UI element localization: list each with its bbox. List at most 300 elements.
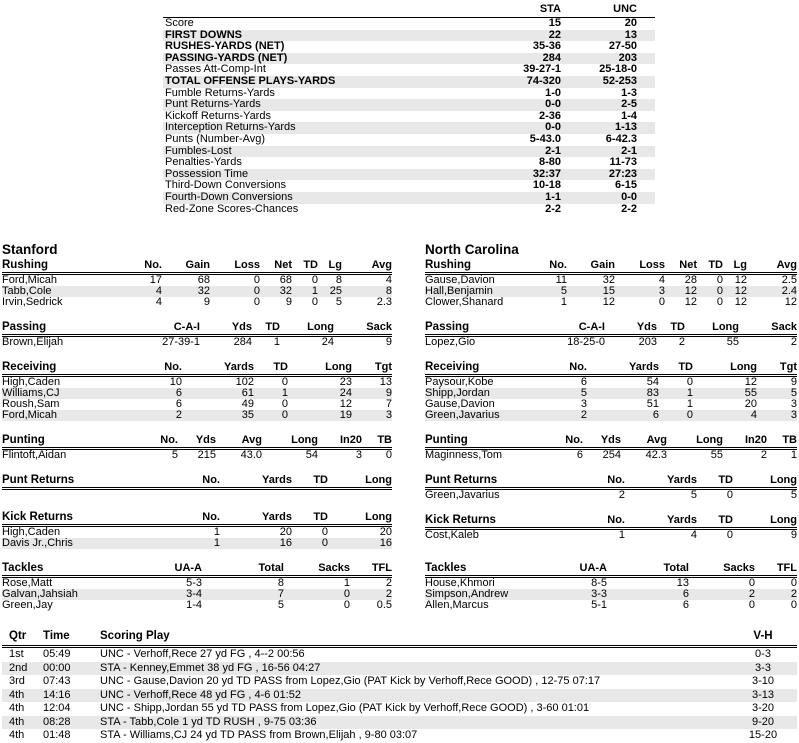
column-header: No. (128, 474, 220, 489)
column-header: Sack (334, 321, 392, 336)
stat-cell: 17 (149, 274, 162, 287)
section-title: Receiving (425, 361, 529, 376)
column-header: Sacks (284, 562, 350, 577)
player-stat-row (425, 274, 797, 287)
stat-label-cell: Red-Zone Scores-Chances (165, 202, 299, 215)
play-description-cell: STA - Kenney,Emmet 38 yd FG , 16-56 04:27 (100, 661, 321, 674)
player-stat-row (2, 286, 392, 297)
player-name-cell: Gause,Davion (425, 274, 495, 287)
rushing-table (2, 259, 392, 308)
stat-cell: 0 (311, 297, 318, 309)
team-stat-row (163, 76, 655, 88)
stat-cell: 3 (790, 399, 797, 411)
section-title: Rushing (2, 259, 118, 274)
stat-cell: 2 (678, 336, 685, 349)
player-name-cell: High,Caden (2, 526, 61, 539)
stat-label-cell: PASSING-YARDS (NET) (165, 51, 288, 64)
visitor-team-sections (2, 259, 392, 611)
scoring-play-row (2, 662, 797, 676)
stat-cell: 24 (321, 336, 334, 349)
stat-cell: 5 (171, 449, 178, 462)
punting-section (2, 434, 392, 461)
column-header: Avg (747, 259, 797, 274)
player-stat-row (2, 577, 392, 590)
stat-cell: 0 (726, 529, 733, 542)
section-header-row (425, 514, 797, 529)
column-header: Total (607, 562, 689, 577)
player-name-cell: Clower,Shanard (425, 297, 504, 309)
stat-cell: 2 (618, 489, 625, 502)
column-header: Yds (200, 321, 252, 336)
player-stat-row (425, 376, 797, 389)
player-name-cell: Green,Javarius (425, 410, 500, 422)
player-stat-row (425, 589, 797, 600)
stat-cell: 0 (790, 600, 797, 612)
stat-label-cell: Kickoff Returns-Yards (165, 109, 271, 122)
player-name-cell: Roush,Sam (2, 399, 60, 411)
stat-label-cell: Fumble Returns-Yards (165, 86, 275, 99)
scoring-play-row (2, 647, 797, 662)
stat-cell: 68 (279, 274, 292, 287)
column-header: TD (659, 361, 693, 376)
stat-cell: 61 (241, 388, 254, 400)
column-header: TB (362, 434, 392, 449)
section-header-row (425, 259, 797, 274)
column-header: Gain (162, 259, 210, 274)
stat-cell: 2 (580, 410, 587, 422)
stat-cell: 254 (602, 449, 621, 462)
column-header: Loss (615, 259, 665, 274)
visitor-value-cell: 284 (542, 51, 561, 64)
column-header: Yards (625, 514, 697, 529)
stat-cell: 1 (273, 336, 280, 349)
stat-label-cell: Interception Returns-Yards (165, 121, 296, 134)
column-header: TD (254, 361, 288, 376)
play-description-cell: UNC - Verhoff,Rece 48 yd FG , 4-6 01:52 (100, 688, 301, 701)
column-header: TD (292, 474, 328, 489)
player-name-cell: Flintoft,Aidan (2, 449, 67, 462)
receiving-section (425, 361, 797, 421)
column-header: Tgt (757, 361, 797, 376)
stat-cell: 12 (734, 297, 747, 309)
box-score-page (0, 2, 799, 743)
home-team-column (425, 242, 797, 624)
time-cell: 14:16 (43, 688, 71, 701)
stat-cell: 215 (197, 449, 216, 462)
stat-cell: 0 (686, 376, 693, 389)
player-stat-row (2, 336, 392, 349)
team-stat-row (163, 99, 655, 111)
column-header: TD (292, 511, 328, 526)
receiving-table (2, 361, 392, 421)
time-cell: 05:49 (43, 648, 71, 661)
visitor-value-cell: 10-18 (532, 179, 561, 192)
column-header: Sacks (689, 562, 755, 577)
column-header: No. (533, 474, 625, 489)
stat-cell: 0 (716, 274, 723, 287)
column-header: Long (685, 321, 739, 336)
player-stat-row (425, 449, 797, 462)
stat-cell: 0 (253, 286, 260, 298)
visitor-value-cell: 2-2 (545, 202, 561, 215)
column-header: Long (288, 361, 352, 376)
section-title: Receiving (2, 361, 124, 376)
section-title: Punting (425, 434, 535, 449)
section-title: Punting (2, 434, 130, 449)
stat-cell: 8 (335, 274, 342, 287)
stat-cell: 20 (379, 526, 392, 539)
player-stat-row (425, 388, 797, 399)
stat-cell: 16 (279, 538, 292, 550)
column-header: No. (523, 259, 567, 274)
score-cell: 0-3 (755, 648, 771, 661)
visitor-value-cell: 15 (548, 17, 561, 29)
stat-cell: 25 (329, 286, 342, 298)
stat-cell: 9 (385, 336, 392, 349)
player-name-cell: Davis Jr.,Chris (2, 538, 73, 550)
column-header: Yards (220, 511, 292, 526)
visitor-value-cell: 1-1 (545, 190, 561, 203)
stat-label-cell: TOTAL OFFENSE PLAYS-YARDS (165, 74, 336, 87)
stat-cell: 0 (343, 600, 350, 612)
stat-cell: 2.3 (376, 297, 392, 309)
stat-cell: 12 (602, 297, 615, 309)
visitor-value-cell: 35-36 (532, 40, 561, 53)
stat-cell: 5 (560, 286, 567, 298)
stat-cell: 284 (233, 336, 252, 349)
stat-cell: 27-39-1 (162, 336, 200, 349)
receiving-table (425, 361, 797, 421)
punting-table (2, 434, 392, 461)
home-column-header: UNC (579, 2, 655, 18)
stat-cell: 5 (580, 388, 587, 400)
player-stat-row (425, 577, 797, 590)
home-value-cell: 25-18-0 (599, 63, 637, 76)
stat-cell: 2 (748, 589, 755, 601)
player-name-cell: Williams,CJ (2, 388, 60, 400)
time-cell: 12:04 (43, 702, 71, 715)
section-header-row (425, 434, 797, 449)
column-header: TD (657, 321, 685, 336)
player-stat-row (2, 388, 392, 399)
stat-cell: 4 (155, 297, 162, 309)
stat-cell: 0 (281, 410, 288, 422)
home-team-sections (425, 259, 797, 611)
home-value-cell: 27-50 (608, 40, 637, 53)
stat-cell: 19 (339, 410, 352, 422)
player-name-cell: Galvan,Jahsiah (2, 589, 78, 601)
play-description-cell: UNC - Verhoff,Rece 27 yd FG , 4--2 00:56 (100, 648, 305, 661)
visitor-value-cell: 74-320 (526, 74, 561, 87)
player-name-cell: Allen,Marcus (425, 600, 489, 612)
visitor-value-cell: 2-1 (545, 144, 561, 157)
column-header: No. (130, 434, 178, 449)
column-header: TD (697, 474, 733, 489)
stat-cell: 0 (748, 577, 755, 590)
stat-cell: 0 (281, 399, 288, 411)
stat-cell: 1 (618, 529, 625, 542)
stat-cell: 0 (716, 286, 723, 298)
player-stat-row (425, 600, 797, 611)
scoring-play-row (2, 716, 797, 730)
column-header: No. (529, 361, 587, 376)
section-header-row (2, 474, 392, 489)
stat-label-cell: Punt Returns-Yards (165, 98, 261, 111)
stat-cell: 2 (760, 449, 767, 462)
column-header: Long (262, 434, 318, 449)
home-value-cell: 13 (624, 28, 637, 41)
passing-table (2, 321, 392, 348)
stat-cell: 2 (385, 577, 392, 590)
player-stat-row (425, 297, 797, 308)
column-header: Yds (583, 434, 621, 449)
score-cell: 3-10 (751, 675, 775, 688)
stat-cell: 9 (790, 529, 797, 542)
tackles-section (2, 562, 392, 611)
player-stat-row (2, 399, 392, 410)
stat-label-cell: Third-Down Conversions (165, 179, 287, 192)
stat-cell: 32 (197, 286, 210, 298)
stat-cell: 6 (175, 388, 182, 400)
stat-cell: 0 (281, 376, 288, 389)
stat-cell: 55 (744, 388, 757, 400)
stat-cell: 1-4 (186, 600, 202, 612)
quarter-cell: 2nd (9, 661, 28, 674)
home-value-cell: 2-5 (621, 98, 637, 111)
stat-cell: 5 (790, 489, 797, 502)
stat-cell: 0 (253, 297, 260, 309)
stat-cell: 203 (638, 336, 657, 349)
tackles-table (425, 562, 797, 611)
stat-cell: 6 (576, 449, 583, 462)
stat-cell: 4 (385, 274, 392, 287)
section-title: Kick Returns (2, 511, 128, 526)
home-value-cell: 2-2 (621, 202, 637, 215)
column-header: Lg (318, 259, 342, 274)
player-name-cell: Gause,Davion (425, 399, 495, 411)
stat-cell: 3 (790, 410, 797, 422)
tackles-section (425, 562, 797, 611)
visitor-value-cell: 8-80 (538, 156, 561, 169)
stat-cell: 24 (339, 388, 352, 400)
stat-cell: 11 (555, 274, 567, 287)
player-name-cell: Ford,Micah (2, 274, 58, 287)
stat-cell: 55 (726, 336, 739, 349)
stat-cell: 13 (379, 376, 392, 389)
stat-cell: 1 (281, 388, 288, 400)
score-cell: 3-13 (751, 688, 775, 701)
quarter-cell: 4th (9, 702, 25, 715)
home-value-cell: 0-0 (621, 190, 637, 203)
stat-cell: 2.5 (781, 274, 797, 287)
stat-cell: 83 (646, 388, 659, 400)
home-value-cell: 52-253 (602, 74, 637, 87)
player-name-cell: Paysour,Kobe (425, 376, 494, 389)
stat-cell: 20 (279, 526, 292, 539)
stat-cell: 42.3 (645, 449, 667, 462)
section-header-row (425, 321, 797, 336)
quarter-cell: 4th (9, 715, 25, 728)
section-header-row (2, 361, 392, 376)
column-header: TD (697, 259, 723, 274)
stat-cell: 5-1 (591, 600, 607, 612)
player-stat-row (425, 410, 797, 421)
passing-section (425, 321, 797, 348)
stat-cell: 2 (790, 589, 797, 601)
stat-cell: 4 (658, 274, 665, 287)
stat-cell: 32 (279, 286, 292, 298)
team-columns (0, 242, 799, 624)
home-value-cell: 6-15 (614, 179, 637, 192)
column-header: TB (767, 434, 797, 449)
player-stat-row (2, 538, 392, 549)
player-name-cell: Maginness,Tom (425, 449, 503, 462)
receiving-section (2, 361, 392, 421)
player-name-cell: Simpson,Andrew (425, 589, 509, 601)
stat-cell: 23 (339, 376, 352, 389)
visitor-value-cell: 2-36 (538, 109, 561, 122)
time-cell: 08:28 (43, 715, 71, 728)
stat-cell: 12 (339, 399, 352, 411)
rushing-section (2, 259, 392, 308)
stat-cell: 12 (784, 297, 797, 309)
team-stat-row (163, 192, 655, 204)
stat-cell: 1 (311, 286, 318, 298)
stat-cell: 0.5 (376, 600, 392, 612)
team-stat-row (163, 18, 655, 30)
quarter-cell: 3rd (9, 675, 25, 688)
stat-cell: 12 (684, 286, 697, 298)
column-header: TD (252, 321, 280, 336)
home-value-cell: 203 (618, 51, 637, 64)
column-header: In20 (723, 434, 767, 449)
scoring-play-column-header: Scoring Play (100, 629, 729, 647)
stat-cell: 28 (684, 274, 697, 287)
home-value-cell: 27:23 (608, 167, 637, 180)
stat-label-cell: Penalties-Yards (165, 156, 242, 169)
home-value-cell: 11-73 (609, 156, 637, 169)
team-stats-header-row (163, 2, 655, 18)
column-header: UA-A (527, 562, 607, 577)
stat-cell: 12 (734, 286, 747, 298)
team-name: North Carolina (425, 242, 519, 258)
time-column-header: Time (43, 629, 100, 647)
score-cell: 3-3 (755, 661, 771, 674)
stat-cell: 0 (686, 410, 693, 422)
column-header: Long (328, 511, 392, 526)
punt-returns-section (2, 474, 392, 498)
player-stat-row (425, 399, 797, 410)
home-value-cell: 6-42.3 (605, 132, 637, 145)
stat-cell: 1 (790, 449, 797, 462)
stat-cell: 3-3 (591, 589, 607, 601)
stat-cell: 32 (602, 274, 615, 287)
stat-label-cell: Fumbles-Lost (165, 144, 232, 157)
column-header: Net (260, 259, 292, 274)
scoring-play-row (2, 675, 797, 689)
stat-label-cell: RUSHES-YARDS (NET) (165, 40, 285, 53)
player-name-cell: Green,Jay (2, 600, 53, 612)
column-header: Yards (182, 361, 254, 376)
visitor-team-column (2, 242, 392, 624)
column-header: In20 (318, 434, 362, 449)
stat-cell: 2 (175, 410, 182, 422)
section-header-row (425, 474, 797, 489)
column-header: Loss (210, 259, 260, 274)
player-name-cell: Brown,Elijah (2, 336, 64, 349)
stat-cell: 8 (277, 577, 284, 590)
column-header: TD (292, 259, 318, 274)
stat-cell: 10 (169, 376, 182, 389)
column-header: Lg (723, 259, 747, 274)
stat-cell: 7 (385, 399, 392, 411)
stat-cell: 8 (385, 286, 392, 298)
stat-cell: 18-25-0 (567, 336, 605, 349)
stat-cell: 5 (790, 388, 797, 400)
stat-cell: 2 (385, 589, 392, 601)
punting-table (425, 434, 797, 461)
stat-label-cell: Score (165, 17, 194, 29)
section-title: Rushing (425, 259, 523, 274)
column-header: Tgt (352, 361, 392, 376)
player-stat-row (2, 274, 392, 287)
stat-cell: 3 (658, 286, 665, 298)
column-header: Gain (567, 259, 615, 274)
section-title: Punt Returns (425, 474, 533, 489)
stat-cell: 12 (684, 297, 697, 309)
home-value-cell: 1-3 (621, 86, 637, 99)
stat-cell: 5 (690, 489, 697, 502)
stat-cell: 68 (197, 274, 210, 287)
stat-cell: 54 (646, 376, 659, 389)
kick-returns-section (425, 514, 797, 549)
column-header: Long (733, 514, 797, 529)
stat-cell: 6 (682, 589, 689, 601)
stat-cell: 35 (241, 410, 254, 422)
section-title: Kick Returns (425, 514, 533, 529)
column-header: Yards (625, 474, 697, 489)
visitor-value-cell: 1-0 (545, 86, 561, 99)
play-description-cell: STA - Williams,CJ 24 yd TD PASS from Brown,Elijah , 9-80 03:07 (100, 729, 418, 742)
player-stat-row (2, 410, 392, 421)
stat-cell: 3 (580, 399, 587, 411)
stat-cell: 15 (602, 286, 615, 298)
quarter-cell: 4th (9, 688, 25, 701)
stat-cell: 9 (790, 376, 797, 389)
column-header: Yds (178, 434, 216, 449)
column-header: Total (202, 562, 284, 577)
stat-cell: 2.4 (781, 286, 797, 298)
player-stat-row (2, 600, 392, 611)
punt-returns-section (425, 474, 797, 501)
stat-cell: 102 (235, 376, 254, 389)
section-header-row (2, 259, 392, 274)
time-cell: 00:00 (43, 661, 71, 674)
scoring-plays-table (2, 629, 797, 743)
stat-cell: 1 (213, 526, 220, 539)
column-header: No. (533, 514, 625, 529)
stat-cell: 0 (658, 297, 665, 309)
column-header: Long (328, 474, 392, 489)
stat-cell: 6 (652, 410, 659, 422)
stat-label-cell: FIRST DOWNS (165, 28, 242, 41)
stat-label-cell: Passes Att-Comp-Int (165, 63, 266, 76)
section-title: Passing (2, 321, 120, 336)
kick-returns-table (2, 511, 392, 549)
section-header-row (425, 562, 797, 577)
stat-cell: 4 (690, 529, 697, 542)
home-value-cell: 2-1 (621, 144, 637, 157)
